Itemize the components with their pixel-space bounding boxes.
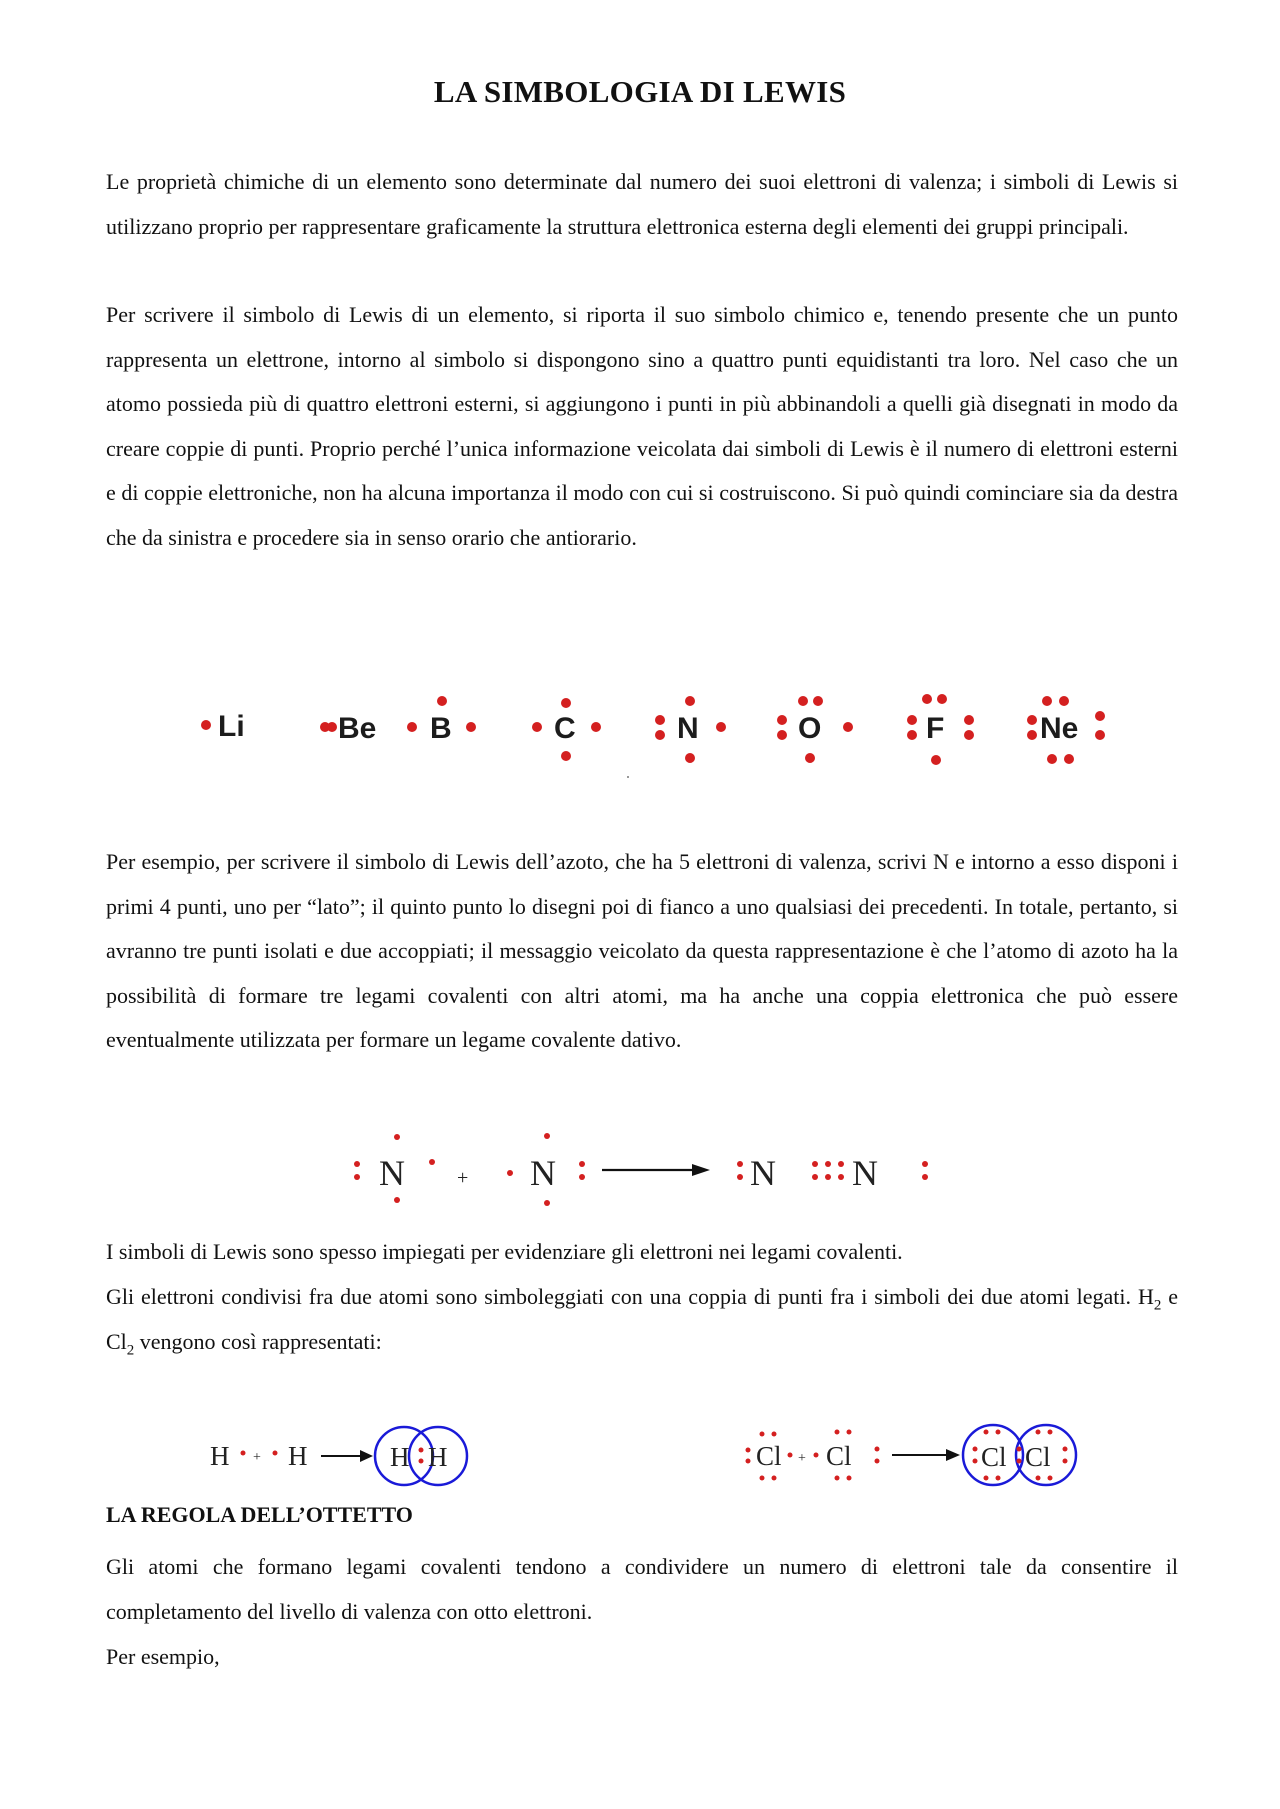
- equation-plus-1: +: [457, 1167, 469, 1189]
- lewis-symbols-diagram: [180, 680, 1120, 780]
- h2-equation-diagram: [200, 1415, 490, 1495]
- cl2-bonded-atom-2: Cl: [1025, 1442, 1051, 1472]
- subscript-cl2: 2: [126, 1341, 135, 1358]
- octet-rule-heading: LA REGOLA DELL’OTTETTO: [106, 1502, 413, 1527]
- covalent-sentence: I simboli di Lewis sono spesso impiegati per evidenziare gli elettroni nei legami covalenti.: [106, 1239, 903, 1264]
- element-label-ne: Ne: [1040, 712, 1079, 745]
- nitrogen-equation-diagram: [340, 1120, 960, 1220]
- example-paragraph: Per esempio, per scrivere il simbolo di Lewis dell’azoto, che ha 5 elettroni di valenza, scrivi N e intorno a esso disponi i primi 4 punti, uno per “lato”; il quinto punto lo disegni poi di fianco a uno qualsiasi dei precedenti. In totale, pertanto, si avranno tre punti isolati e due accoppiati; il messaggio veicolato da questa rappresentazione è che l’atomo di azoto ha la possibilità di formare tre legami covalenti con altri atomi, ma ha anche una coppia elettronica che può essere eventualmente utilizzata per formare un legame covalente dativo.: [106, 849, 1178, 1052]
- element-label-f: F: [926, 712, 945, 745]
- h2-bonded-atom-2: H: [428, 1442, 448, 1472]
- equation-n1: N: [379, 1153, 405, 1193]
- shared-text-start: Gli elettroni condivisi fra due atomi sono simboleggiati con una coppia di punti fra i simboli dei due atomi legati. H: [106, 1284, 1154, 1309]
- intro-paragraph-2: Per scrivere il simbolo di Lewis di un elemento, si riporta il suo simbolo chimico e, tenendo presente che un punto rappresenta un elettrone, intorno al simbolo si dispongono sino a quattro punti equidistanti tra loro. Nel caso che un atomo possieda più di quattro elettroni esterni, si aggiungono i punti in più abbinandoli a quelli già disegnati in modo da creare coppie di punti. Proprio perché l’unica informazione veicolata dai simboli di Lewis è il numero di elettroni esterni e di coppie elettroniche, non ha alcuna importanza il modo con cui si costruiscono. Si può quindi cominciare sia da destra che da sinistra e procedere sia in senso orario che antiorario.: [106, 302, 1178, 550]
- element-label-n: N: [677, 712, 699, 745]
- element-label-li: Li: [218, 710, 245, 743]
- equation-n2: N: [530, 1153, 556, 1193]
- h2-bonded-atom-1: H: [390, 1442, 410, 1472]
- h2-atom-2: H: [288, 1441, 308, 1471]
- cl2-bonded-atom-1: Cl: [981, 1442, 1007, 1472]
- lewis-o: [777, 696, 853, 763]
- stray-dot: [627, 776, 629, 778]
- cl2-atom-2: Cl: [826, 1441, 852, 1471]
- lewis-n: [655, 696, 726, 763]
- element-label-c: C: [554, 712, 576, 745]
- intro-paragraph-1: Le proprietà chimiche di un elemento sono determinate dal numero dei suoi elettroni di valenza; i simboli di Lewis si utilizzano proprio per rappresentare graficamente la struttura elettronica esterna degli elementi dei gruppi principali.: [106, 169, 1178, 239]
- element-label-o: O: [798, 712, 822, 745]
- h2-plus: +: [253, 1450, 261, 1465]
- reaction-arrow-head: [692, 1164, 710, 1176]
- lewis-f: [907, 694, 974, 765]
- element-label-be: Be: [338, 712, 377, 745]
- element-label-b: B: [430, 712, 452, 745]
- cl2-plus: +: [798, 1451, 806, 1466]
- shared-text-mid: e Cl: [106, 1284, 1179, 1354]
- cl2-equation-diagram: [738, 1410, 1098, 1500]
- shared-text-end: vengono così rappresentati:: [134, 1328, 382, 1354]
- subscript-h2: 2: [1153, 1297, 1162, 1314]
- shared-electrons-paragraph: [106, 1275, 1178, 1364]
- lewis-li: [201, 710, 245, 743]
- lewis-c: [532, 698, 601, 761]
- lewis-b: [407, 696, 476, 745]
- lewis-be: [320, 712, 376, 745]
- h2-atom-1: H: [210, 1441, 230, 1471]
- equation-n4: N: [852, 1153, 878, 1193]
- page-title: LA SIMBOLOGIA DI LEWIS: [433, 74, 847, 109]
- equation-n3: N: [750, 1153, 776, 1193]
- cl2-atom-1: Cl: [756, 1441, 782, 1471]
- octet-rule-paragraph: Gli atomi che formano legami covalenti tendono a condividere un numero di elettroni tale da consentire il completamento del livello di valenza con otto elettroni.: [106, 1554, 1178, 1624]
- octet-example-text: Per esempio,: [106, 1644, 220, 1669]
- lewis-ne: [1027, 696, 1105, 764]
